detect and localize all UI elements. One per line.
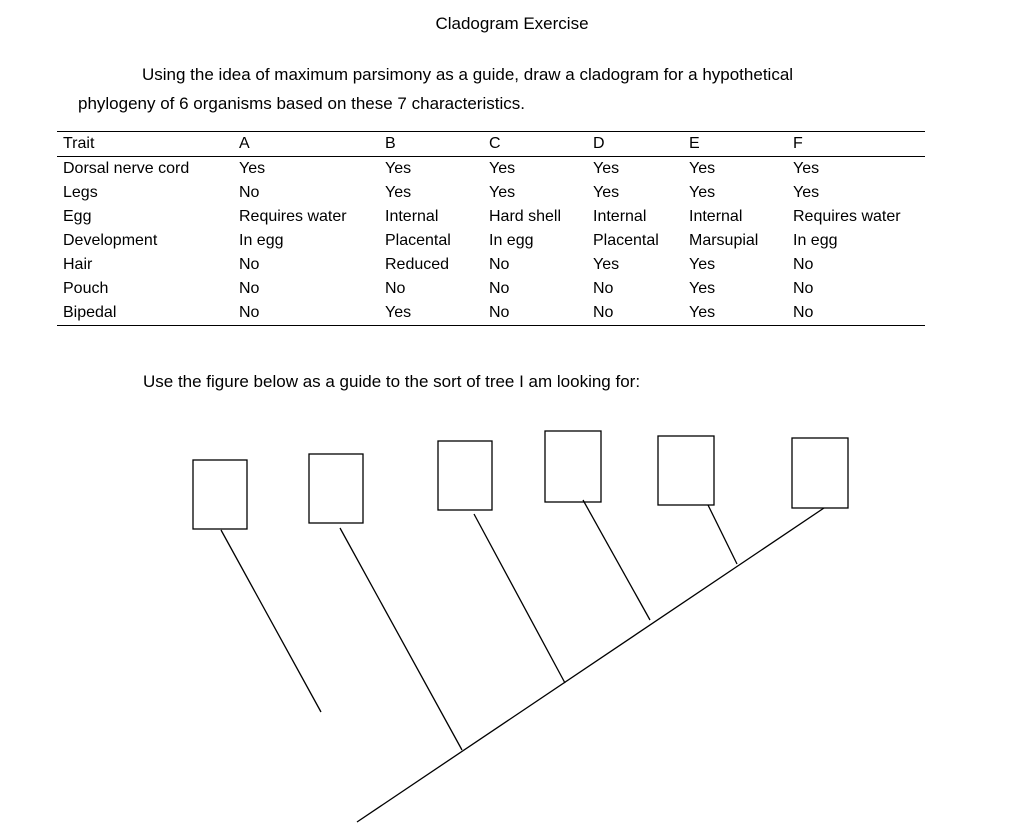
guide-text: Use the figure below as a guide to the sort of tree I am looking for: (143, 372, 641, 391)
branch-line-1 (221, 530, 321, 712)
table-cell: Yes (793, 184, 820, 201)
taxon-box-5 (658, 436, 714, 505)
table-cell: No (385, 280, 406, 297)
table-cell: No (239, 256, 260, 273)
table-cell: No (593, 280, 614, 297)
table-cell: No (489, 280, 510, 297)
table-cell: No (793, 256, 814, 273)
trait-cell: Dorsal nerve cord (63, 160, 190, 177)
table-cell: Yes (489, 184, 516, 201)
branch-line-2 (340, 528, 462, 750)
table-cell: Internal (593, 208, 647, 225)
table-cell: Requires water (793, 208, 901, 225)
table-cell: No (593, 304, 614, 321)
trait-cell: Development (63, 232, 158, 249)
taxon-box-6 (792, 438, 848, 508)
trait-cell: Legs (63, 184, 98, 201)
header-cell: D (593, 135, 605, 152)
header-cell: E (689, 135, 700, 152)
table-cell: Placental (593, 232, 659, 249)
taxon-box-2 (309, 454, 363, 523)
table-cell: Internal (385, 208, 439, 225)
branch-line-4 (583, 500, 650, 620)
table-cell: Yes (689, 160, 716, 177)
header-cell: F (793, 135, 803, 152)
trait-cell: Bipedal (63, 304, 117, 321)
table-cell: Yes (593, 184, 620, 201)
branch-line-5 (708, 505, 737, 564)
header-cell: A (239, 135, 250, 152)
trait-cell: Pouch (63, 280, 109, 297)
table-cell: Yes (239, 160, 266, 177)
table-cell: No (793, 304, 814, 321)
table-cell: Requires water (239, 208, 347, 225)
trait-cell: Hair (63, 256, 93, 273)
table-cell: In egg (239, 232, 284, 249)
table-cell: Yes (593, 160, 620, 177)
taxon-box-1 (193, 460, 247, 529)
table-cell: Yes (689, 184, 716, 201)
header-cell: Trait (63, 135, 95, 152)
table-cell: No (239, 184, 260, 201)
table-cell: Yes (689, 256, 716, 273)
branch-line-3 (474, 514, 565, 683)
table-cell: Yes (593, 256, 620, 273)
instructions-line-2: phylogeny of 6 organisms based on these 7 characteristics. (78, 94, 525, 113)
table-cell: No (793, 280, 814, 297)
table-cell: Yes (689, 304, 716, 321)
table-cell: Yes (385, 304, 412, 321)
instructions-line-1: Using the idea of maximum parsimony as a guide, draw a cladogram for a hypothetical (142, 65, 794, 84)
table-cell: Placental (385, 232, 451, 249)
table-cell: Yes (385, 184, 412, 201)
table-cell: Yes (489, 160, 516, 177)
header-cell: C (489, 135, 501, 152)
page-title: Cladogram Exercise (435, 14, 589, 33)
table-cell: No (489, 256, 510, 273)
table-cell: Yes (689, 280, 716, 297)
table-cell: Internal (689, 208, 743, 225)
main-trunk-line (357, 508, 824, 822)
table-cell: Yes (385, 160, 412, 177)
taxon-box-3 (438, 441, 492, 510)
table-cell: No (489, 304, 510, 321)
table-cell: In egg (489, 232, 534, 249)
table-cell: Yes (793, 160, 820, 177)
table-cell: In egg (793, 232, 838, 249)
table-cell: No (239, 280, 260, 297)
header-cell: B (385, 135, 396, 152)
table-cell: Marsupial (689, 232, 759, 249)
taxon-box-4 (545, 431, 601, 502)
trait-cell: Egg (63, 208, 92, 225)
table-cell: Reduced (385, 256, 450, 273)
table-cell: Hard shell (489, 208, 562, 225)
table-cell: No (239, 304, 260, 321)
